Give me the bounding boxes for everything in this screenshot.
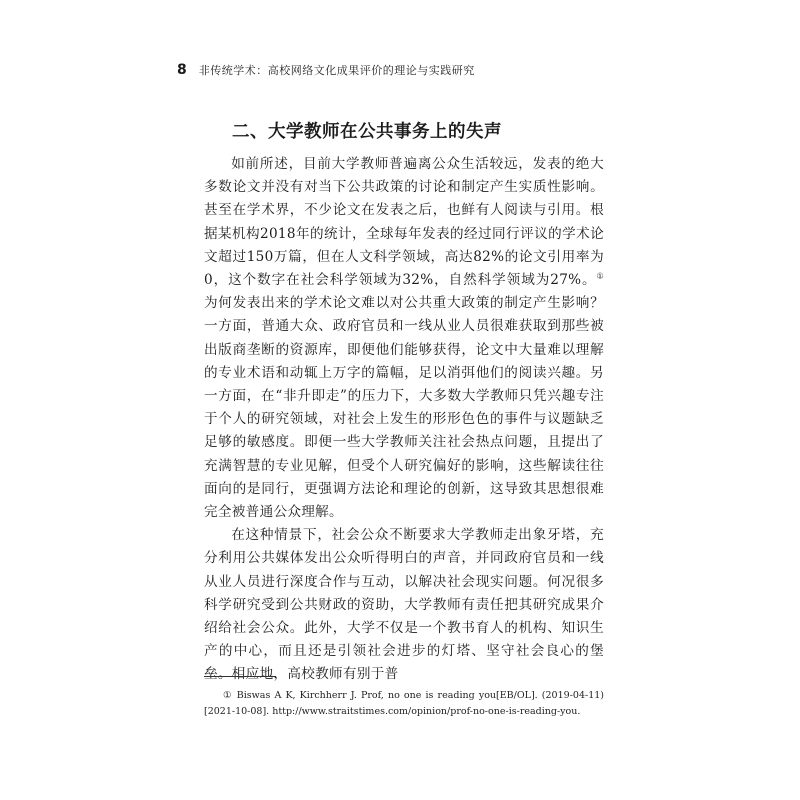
paragraph-2: 在这种情景下，社会公众不断要求大学教师走出象牙塔，充分利用公共媒体发出公众听得明白的声音，并同政府官员和一线从业人员进行深度合作与互动，以解决社会现实问题。何况很多科学研究受到公共财政的资助，大学教师有责任把其研究成果介绍给社会公众。此外，大学不仅是一个教书育人的机构、知识生产的中心，而且还是引领社会进步的灯塔、坚守社会良心的堡垒。相应地，高校教师有别于普 — [204, 527, 604, 683]
section-heading: 二、大学教师在公共事务上的失声 — [232, 122, 502, 142]
paragraph-1-text-a: 如前所述，目前大学教师普遍离公众生活较远，发表的绝大多数论文并没有对当下公共政策的讨论和制定产生实质性影响。甚至在学术界，不少论文在发表之后，也鲜有人阅读与引用。根据某机构2018年的统计，全球每年发表的经过同行评议的学术论文超过150万篇，但在人文科学领域，高达82%的论文引用率为0，这个数字在社会科学领域为32%，自然科学领域为27%。 — [204, 156, 604, 289]
footnote-marker[interactable]: ① — [596, 271, 604, 281]
footnote: ① Biswas A K, Kirchherr J. Prof, no one is reading you[EB/OL]. (2019-04-11)[2021-10-08]. http://www.straitstimes.com/opinion/prof-no-one-is-reading-you. — [204, 690, 604, 717]
page-number: 8 — [177, 62, 187, 78]
paragraph-1-text-b: 为何发表出来的学术论文难以对公共重大政策的制定产生影响？一方面，普通大众、政府官员和一线从业人员很难获取到那些被出版商垄断的资源库，即便他们能够获得，论文中大量难以理解的专业术语和动辄上万字的篇幅，足以消弭他们的阅读兴趣。另一方面，在“非升即走”的压力下，大多数大学教师只凭兴趣专注于个人的研究领域，对社会上发生的形形色色的事件与议题缺乏足够的敏感度。即便一些大学教师关注社会热点问题，且提出了充满智慧的专业见解，但受个人研究偏好的影响，这些解读往往面向的是同行，更强调方法论和理论的创新，这导致其思想很难完全被普通公众理解。 — [204, 295, 604, 521]
running-title: 非传统学术：高校网络文化成果评价的理论与实践研究 — [198, 64, 475, 77]
page-header — [177, 62, 475, 78]
footnote-divider — [204, 676, 276, 677]
body-text — [204, 153, 604, 687]
paragraph-1 — [204, 153, 604, 524]
